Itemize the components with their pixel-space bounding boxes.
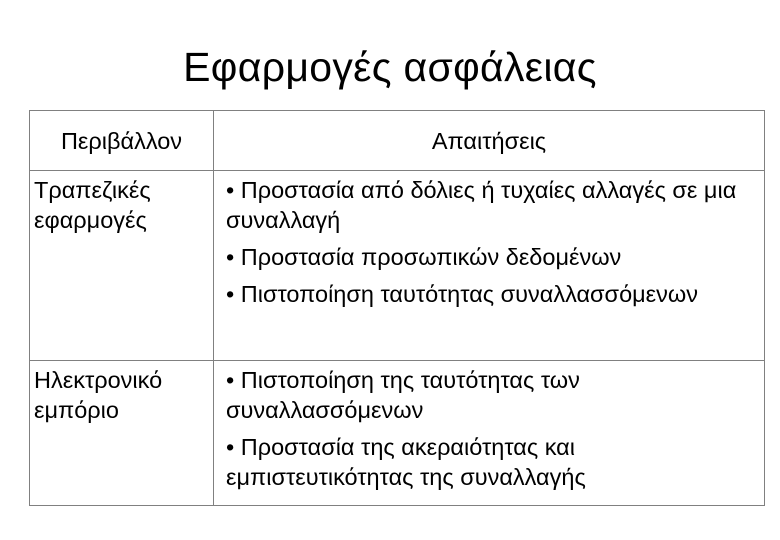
table-row-ecommerce	[30, 360, 765, 505]
requirements-list-banking	[226, 175, 758, 309]
security-applications-table	[29, 110, 765, 506]
requirement-item: • Πιστοποίηση ταυτότητας συναλλασσόμενων	[226, 281, 698, 308]
cell-environment-ecommerce: Ηλεκτρονικό εμπόριο	[30, 360, 214, 505]
requirements-list-ecommerce	[226, 365, 758, 492]
cell-environment-banking: Τραπεζικές εφαρμογές	[30, 171, 214, 360]
header-environment: Περιβάλλον	[30, 111, 214, 171]
requirement-item: • Πιστοποίηση της ταυτότητας των συναλλασσόμενων	[226, 366, 580, 423]
cell-requirements-ecommerce	[214, 360, 765, 505]
header-requirements: Απαιτήσεις	[214, 111, 765, 171]
slide-title: Εφαρμογές ασφάλειας	[183, 44, 597, 90]
table-row-banking	[30, 171, 765, 360]
requirement-item: • Προστασία από δόλιες ή τυχαίες αλλαγές σε μια συναλλαγή	[226, 177, 737, 234]
requirement-item: • Προστασία της ακεραιότητας και εμπιστευτικότητας της συναλλαγής	[226, 433, 586, 490]
requirement-item: • Προστασία προσωπικών δεδομένων	[226, 244, 622, 271]
cell-requirements-banking	[214, 171, 765, 360]
table-header-row	[30, 111, 765, 171]
